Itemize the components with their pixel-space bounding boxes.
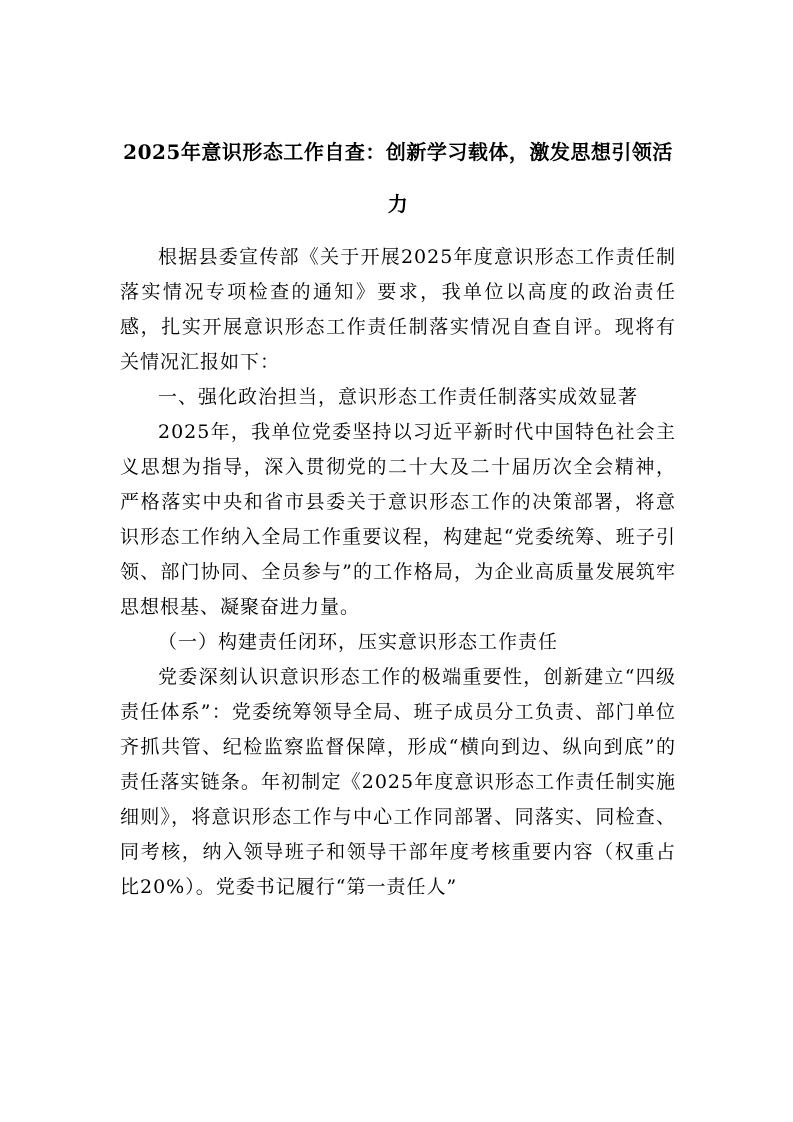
intro-paragraph: 根据县委宣传部《关于开展2025年度意识形态工作责任制落实情况专项检查的通知》要求，我单位以高度的政治责任感，扎实开展意识形态工作责任制落实情况自查自评。现将有关情况汇报如下： <box>120 246 676 373</box>
document-body <box>120 240 676 905</box>
section-1-paragraph: 2025年，我单位党委坚持以习近平新时代中国特色社会主义思想为指导，深入贯彻党的二十大及二十届历次全会精神，严格落实中央和省市县委关于意识形态工作的决策部署，将意识形态工作纳入全局工作重要议程，构建起“党委统筹、班子引领、部门协同、全员参与”的工作格局，为企业高质量发展筑牢思想根基、凝聚奋进力量。 <box>120 421 676 618</box>
document-title: 2025年意识形态工作自查：创新学习载体，激发思想引领活力 <box>123 140 673 216</box>
subsection-1-paragraph: 党委深刻认识意识形态工作的极端重要性，创新建立“四级责任体系”：党委统筹领导全局、班子成员分工负责、部门单位齐抓共管、纪检监察监督保障，形成“横向到边、纵向到底”的责任落实链条。年初制定《2025年度意识形态工作责任制实施细则》，将意识形态工作与中心工作同部署、同落实、同检查、同考核，纳入领导班子和领导干部年度考核重要内容（权重占比20%）。党委书记履行“第一责任人” <box>120 666 676 898</box>
section-heading-1: 一、强化政治担当，意识形态工作责任制落实成效显著 <box>158 386 639 408</box>
subsection-heading-1: （一）构建责任闭环，压实意识形态工作责任 <box>158 631 559 653</box>
